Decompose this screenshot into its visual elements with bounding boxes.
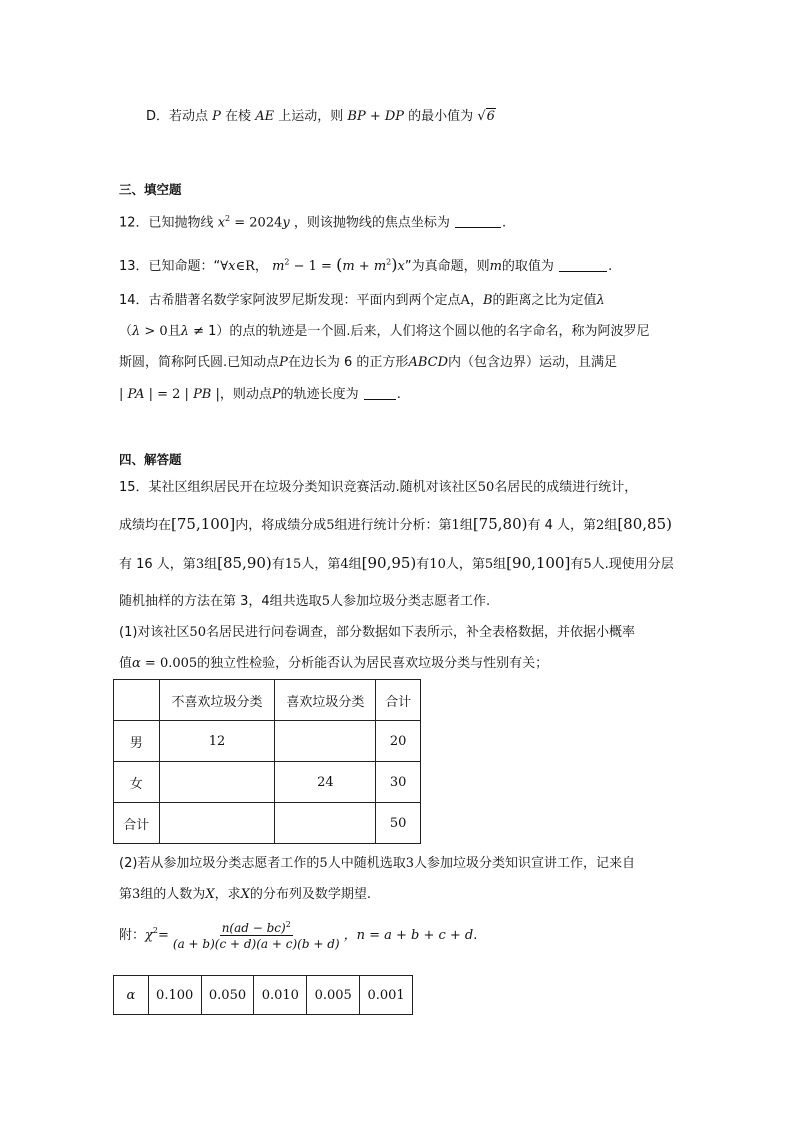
text: ，则该抛物线的焦点坐标为 bbox=[293, 215, 450, 231]
point-b: B bbox=[482, 293, 493, 308]
text: 在边长为 6 的正方形 bbox=[287, 355, 409, 370]
text: 组 bbox=[493, 557, 507, 572]
var-x: x bbox=[397, 259, 405, 274]
question-15-part-1-line-2 bbox=[119, 657, 548, 670]
var-p: P bbox=[279, 355, 288, 370]
table-header-cell: 合计 bbox=[376, 680, 421, 721]
table-cell bbox=[159, 803, 275, 844]
expr-bp-dp: BP + DP bbox=[347, 109, 405, 124]
table-header-cell bbox=[114, 680, 160, 721]
exponent: 2 bbox=[225, 214, 231, 223]
option-d-prefix: D．若动点 bbox=[146, 109, 209, 124]
text: 组 bbox=[459, 518, 473, 533]
table-header-cell: α bbox=[114, 976, 149, 1015]
section-title-fill-blank: 三、填空题 bbox=[119, 182, 182, 197]
number: 4 bbox=[340, 557, 349, 572]
table-cell: 合计 bbox=[114, 803, 160, 844]
table-row bbox=[114, 803, 421, 844]
table-cell: 0.050 bbox=[201, 976, 254, 1015]
text: 人.现使用分层 bbox=[591, 557, 674, 572]
survey-table bbox=[113, 679, 421, 844]
answer-blank[interactable] bbox=[455, 215, 501, 228]
chi-square-fraction bbox=[173, 921, 340, 950]
seg-pa: PA bbox=[127, 387, 145, 402]
text: ， bbox=[469, 293, 483, 308]
text: 有 bbox=[416, 557, 430, 572]
var-lambda: λ bbox=[180, 324, 189, 339]
text: 组的人数为 bbox=[140, 887, 206, 902]
var-x: X bbox=[240, 887, 250, 902]
radicand: 6 bbox=[486, 109, 495, 124]
table-cell bbox=[275, 721, 376, 762]
text: 随机抽样的方法在第 3，4组共选取 bbox=[119, 594, 322, 609]
table-cell: 0.100 bbox=[148, 976, 201, 1015]
text: |，则动点 bbox=[211, 387, 272, 402]
table-cell: 30 bbox=[376, 762, 421, 803]
table-cell: 女 bbox=[114, 762, 160, 803]
text: | = 2 | bbox=[144, 387, 194, 402]
table-header-cell: 喜欢垃圾分类 bbox=[275, 680, 376, 721]
text: ，求 bbox=[214, 887, 241, 902]
fraction-numerator bbox=[220, 921, 293, 936]
text: 成绩均在 bbox=[119, 518, 172, 533]
text: 名居民进行问卷调查，部分数据如下表所示，补全表格数据，并依据小概率 bbox=[205, 625, 635, 640]
question-15-line-1 bbox=[119, 481, 637, 494]
number: 1 bbox=[451, 518, 460, 533]
number: 2 bbox=[596, 518, 605, 533]
table-row bbox=[114, 762, 421, 803]
text: 的距离之比为定值 bbox=[492, 293, 597, 308]
table-cell: 50 bbox=[376, 803, 421, 844]
text: + bbox=[354, 259, 374, 274]
text: 内（包含边界）运动，且满足 bbox=[448, 355, 618, 370]
exponent: 2 bbox=[284, 257, 290, 267]
number: 5 bbox=[583, 557, 592, 572]
interval: [80,85) bbox=[617, 515, 672, 533]
text: 人，第 bbox=[301, 557, 341, 572]
table-cell bbox=[159, 762, 275, 803]
text: 名居民的成绩进行统计， bbox=[494, 480, 638, 495]
interval: [90,95) bbox=[361, 554, 417, 572]
alpha-table bbox=[113, 975, 413, 1015]
var-x: X bbox=[205, 887, 215, 902]
table-row bbox=[114, 680, 421, 721]
text: = 0.005 bbox=[140, 656, 198, 671]
number: 5 bbox=[319, 856, 328, 871]
number: 50 bbox=[189, 625, 206, 640]
number: 3 bbox=[405, 856, 414, 871]
text: 有 bbox=[271, 557, 285, 572]
question-15-part-2-line-2 bbox=[119, 888, 371, 901]
exponent: 2 bbox=[152, 926, 158, 935]
number: 5 bbox=[484, 557, 494, 572]
text: 的独立性检验，分析能否认为居民喜欢垃圾分类与性别有关； bbox=[197, 656, 549, 671]
question-14-line-2 bbox=[119, 325, 650, 338]
text: 上运动，则 bbox=[278, 109, 344, 124]
text: 在棱 bbox=[225, 109, 252, 124]
number: 3 bbox=[132, 887, 141, 902]
fraction-denominator: (a + b)(c + d)(a + c)(b + d) bbox=[172, 937, 340, 951]
text: 有 4 人，第 bbox=[527, 518, 597, 533]
question-15-part-1-line-1 bbox=[119, 626, 635, 639]
text: . bbox=[473, 928, 478, 943]
text: 组 bbox=[204, 557, 218, 572]
text: 内，将成绩分成 bbox=[235, 518, 327, 533]
number: 10 bbox=[429, 557, 446, 572]
text: ”为真命题，则 bbox=[404, 259, 490, 274]
text: 组 bbox=[348, 557, 362, 572]
text: = bbox=[158, 928, 169, 943]
text: 人中随机选取 bbox=[327, 856, 406, 871]
text: 的最小值为 bbox=[408, 109, 474, 124]
number: 15 bbox=[284, 557, 302, 572]
table-cell: 20 bbox=[376, 721, 421, 762]
var-lambda: λ bbox=[596, 293, 605, 308]
text: 的分布列及数学期望. bbox=[249, 887, 371, 902]
interval: [90,100] bbox=[506, 554, 571, 572]
question-13 bbox=[119, 257, 612, 273]
text: 人参加垃圾分类知识宣讲工作，记来自 bbox=[414, 856, 636, 871]
text: (2)若从参加垃圾分类志愿者工作的 bbox=[119, 856, 320, 871]
text: （ bbox=[119, 324, 133, 339]
var-m: m bbox=[489, 259, 502, 274]
var-alpha: α bbox=[132, 656, 141, 671]
text: 14．古希腊著名数学家阿波罗尼斯发现：平面内到两个定点 bbox=[119, 293, 461, 308]
text: 有 bbox=[570, 557, 584, 572]
exponent: 2 bbox=[386, 257, 392, 267]
text: . bbox=[396, 387, 401, 402]
table-cell: 12 bbox=[159, 721, 275, 762]
square-abcd: ABCD bbox=[408, 355, 448, 370]
var-x: x bbox=[217, 215, 226, 231]
question-15-part-2-line-1 bbox=[119, 857, 635, 870]
text: 人，第 bbox=[445, 557, 485, 572]
interval: [75,80) bbox=[472, 515, 528, 533]
table-row bbox=[114, 976, 413, 1015]
number: 50 bbox=[477, 480, 495, 495]
n-definition: ，n = a + b + c + d bbox=[343, 928, 474, 943]
numerator-text: n(ad − bc) bbox=[221, 921, 286, 935]
sqrt-sign: √ bbox=[477, 109, 486, 124]
seg-pb: PB bbox=[193, 387, 212, 402]
text: . bbox=[608, 259, 613, 274]
paren: ( bbox=[336, 255, 343, 274]
question-14-line-4 bbox=[119, 387, 401, 401]
text: 有 16 人，第 bbox=[119, 557, 196, 572]
table-row bbox=[114, 721, 421, 762]
forall-symbol: ∀ bbox=[220, 259, 229, 274]
in-symbol: ∈ bbox=[235, 259, 246, 274]
text: 的轨迹长度为 bbox=[280, 387, 359, 402]
table-cell bbox=[275, 803, 376, 844]
text: 斯圆，简称阿氏圆.已知动点 bbox=[119, 355, 280, 370]
var-chi: χ bbox=[145, 928, 153, 943]
question-14-line-3 bbox=[119, 356, 617, 369]
question-15-line-2 bbox=[119, 517, 672, 532]
table-header-cell: 不喜欢垃圾分类 bbox=[159, 680, 275, 721]
var-m: m bbox=[373, 259, 387, 274]
text: 13．已知命题：“ bbox=[119, 259, 221, 274]
text: (1)对该社区 bbox=[119, 625, 190, 640]
text: ≠ 1）的点的轨迹是一个圆.后来，人们将这个圆以他的名字命名，称为阿波罗尼 bbox=[188, 324, 650, 339]
set-r: R bbox=[245, 259, 255, 274]
option-d-line bbox=[146, 110, 496, 123]
text: 12．已知抛物线 bbox=[119, 215, 214, 231]
text: 人参加垃圾分类志愿者工作. bbox=[329, 594, 491, 609]
number: 5 bbox=[326, 518, 335, 533]
table-cell: 男 bbox=[114, 721, 160, 762]
interval: [85,90) bbox=[217, 554, 272, 572]
text: 值 bbox=[119, 656, 133, 671]
answer-blank[interactable] bbox=[559, 259, 607, 272]
var-ae: AE bbox=[255, 109, 275, 124]
paren: ) bbox=[391, 255, 398, 274]
var-y: y bbox=[282, 215, 290, 231]
text: 第 bbox=[119, 887, 133, 902]
var-p: P bbox=[212, 109, 221, 124]
text: 15．某社区组织居民开在垃圾分类知识竞赛活动.随机对该社区 bbox=[119, 480, 478, 495]
point-a: A bbox=[460, 293, 470, 308]
table-cell: 0.005 bbox=[307, 976, 360, 1015]
question-15-line-4 bbox=[119, 595, 490, 608]
text: > 0 bbox=[140, 324, 168, 339]
var-lambda: λ bbox=[132, 324, 141, 339]
text: . bbox=[502, 215, 507, 231]
table-cell: 0.010 bbox=[254, 976, 307, 1015]
number: 3 bbox=[195, 557, 205, 572]
var-x: x bbox=[228, 259, 236, 274]
var-p: P bbox=[271, 387, 281, 402]
answer-blank[interactable] bbox=[364, 387, 396, 400]
text: = 2024 bbox=[230, 215, 283, 231]
text: ， bbox=[254, 259, 268, 274]
table-cell: 24 bbox=[275, 762, 376, 803]
question-15-line-3 bbox=[119, 556, 674, 571]
number: 5 bbox=[321, 594, 330, 609]
var-m: m bbox=[342, 259, 355, 274]
question-12 bbox=[119, 215, 506, 229]
text: 且 bbox=[167, 324, 181, 339]
text: 的取值为 bbox=[501, 259, 554, 274]
exponent: 2 bbox=[285, 920, 291, 929]
interval: [75,100] bbox=[171, 515, 236, 533]
var-m: m bbox=[272, 259, 285, 274]
text: 组进行统计分析：第 bbox=[334, 518, 452, 533]
text: − 1 = bbox=[289, 259, 337, 274]
sqrt-6 bbox=[477, 108, 496, 124]
table-cell: 0.001 bbox=[360, 976, 413, 1015]
section-title-solve: 四、解答题 bbox=[119, 452, 182, 467]
text: 组 bbox=[604, 518, 618, 533]
appendix-formula bbox=[119, 921, 477, 950]
appendix-label: 附： bbox=[119, 928, 146, 943]
question-14-line-1 bbox=[119, 294, 605, 307]
text: | bbox=[119, 387, 128, 402]
